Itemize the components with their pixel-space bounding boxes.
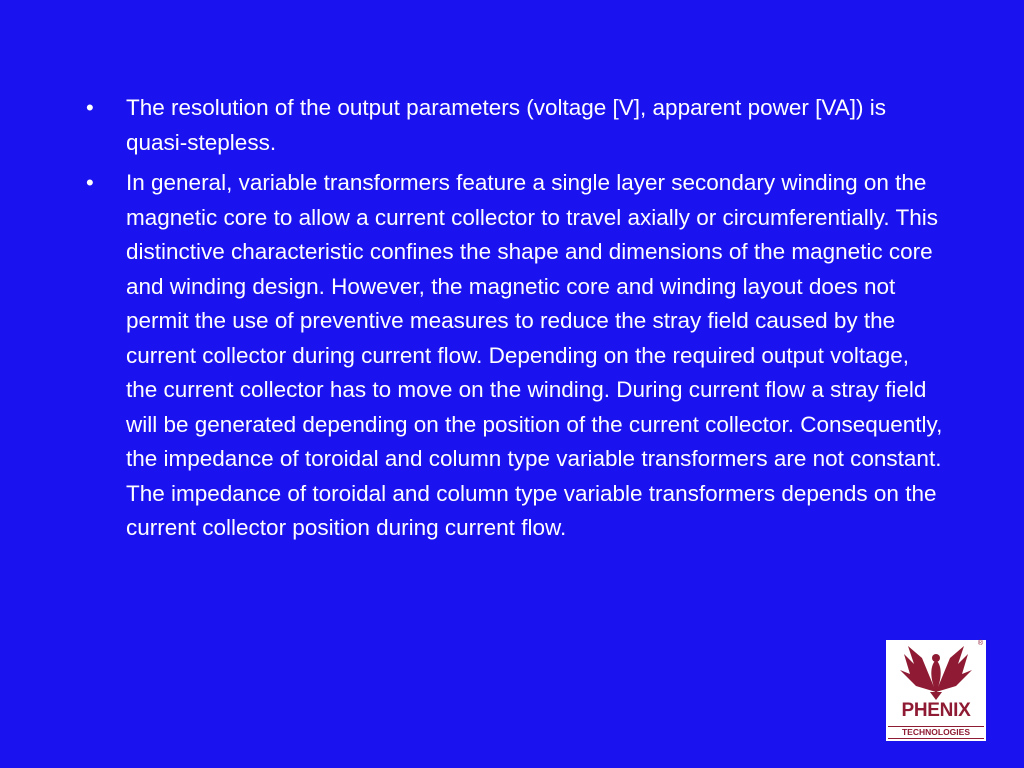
company-logo (886, 640, 986, 741)
phoenix-bird-icon (886, 640, 986, 702)
bullet-list (84, 91, 944, 552)
registered-mark: ® (977, 640, 983, 647)
bullet-mark: • (86, 95, 94, 120)
bullet-item (84, 166, 944, 546)
bullet-mark: • (86, 170, 94, 195)
bullet-text: The resolution of the output parameters (voltage [V], apparent power [VA]) is quasi-stepless. (126, 95, 886, 155)
bullet-text: In general, variable transformers feature a single layer secondary winding on the magnetic core to allow a current collector to travel axially or circumferentially. This distinctive characteristic confines the shape and dimensions of the magnetic core and winding design. However, the magnetic core and winding layout does not permit the use of preventive measures to reduce the stray field caused by the current collector during current flow. Depending on the required output voltage, the current collector has to move on the winding. During current flow a stray field will be generated depending on the position of the current collector. Consequently, the impedance of toroidal and column type variable transformers are not constant. The impedance of toroidal and column type variable transformers depends on the current collector position during current flow. (126, 170, 943, 540)
logo-name: PHENIX (901, 700, 971, 721)
logo-subtitle: TECHNOLOGIES (888, 726, 984, 739)
bullet-item (84, 91, 944, 160)
